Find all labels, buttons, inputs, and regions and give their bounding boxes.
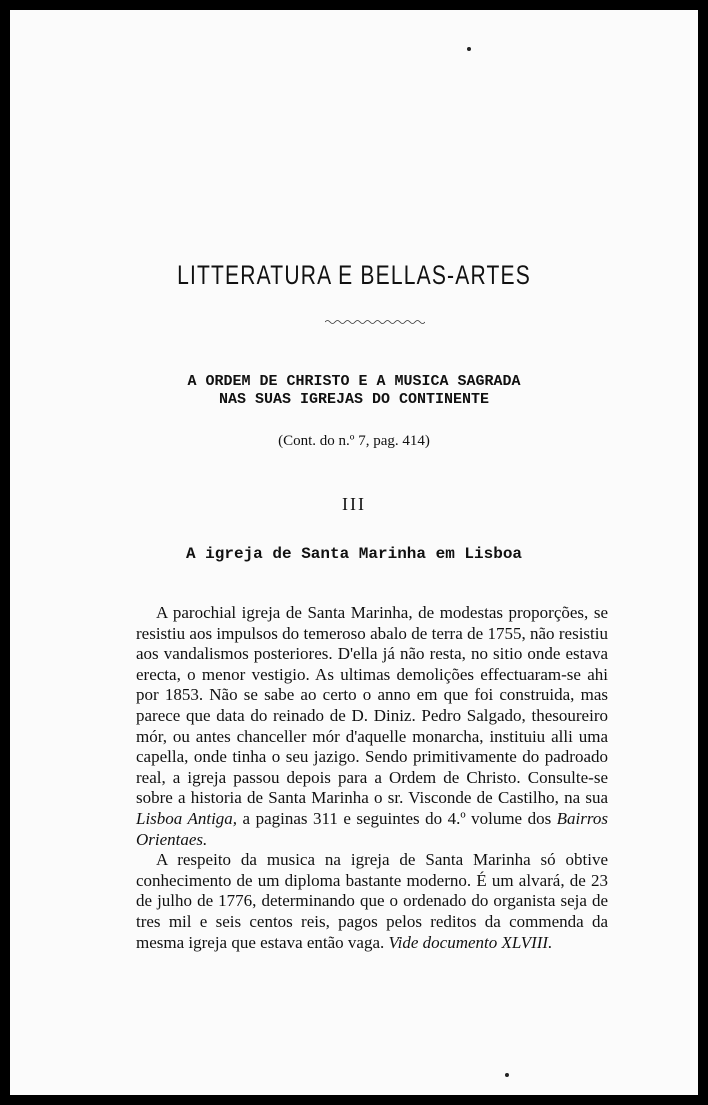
paragraph-2-text: A respeito da musica na igreja de Santa Marinha só obtive conhecimento de um diploma bastante moderno. É um alvará, de 23 de julho de 1776, determinando que o ordenado do organista seja de tres mil e seis centos reis, pagos pelos reditos da commenda da mesma igreja que estava então vaga.: [136, 850, 608, 952]
document-page: [10, 10, 698, 1095]
article-body: [136, 603, 608, 953]
ink-speck: [505, 1073, 509, 1077]
paragraph-1: [136, 603, 608, 850]
paragraph-1-text: A parochial igreja de Santa Marinha, de modestas proporções, se resistiu aos impulsos do temeroso abalo de terra de 1755, não resistiu aos vandalismos posteriores. D'ella já não resta, no sitio onde estava erecta, o menor vestigio. As ultimas demolições effectuaram-se ahi por 1853. Não se sabe ao certo o anno em que foi construida, mas parece que data do reinado de D. Diniz. Pedro Salgado, thesoureiro mór, ou antes chanceller mór d'aquelle monarcha, instituiu alli uma capella, onde tinha o seu jazigo. Sendo primitivamente do padroado real, a igreja passou depois para a Ordem de Christo. Consulte-se sobre a historia de Santa Marinha o sr. Visconde de Castilho, na sua: [136, 603, 608, 808]
ink-speck: [467, 47, 471, 51]
chapter-numeral: III: [342, 494, 366, 514]
paragraph-1-text-cont: a paginas 311 e seguintes do 4.º volume dos: [237, 808, 557, 828]
paragraph-1-italic-volume: Bairros Orientaes.: [136, 808, 608, 849]
continuation-note: (Cont. do n.º 7, pag. 414): [278, 433, 430, 449]
section-title: LITTERATURA E BELLAS-ARTES: [177, 260, 531, 290]
paragraph-1-italic-title: Lisboa Antiga,: [136, 808, 238, 828]
wavy-rule-ornament: [325, 317, 425, 327]
chapter-subtitle: A igreja de Santa Marinha em Lisboa: [185, 545, 523, 563]
paragraph-2: [136, 850, 608, 953]
paragraph-2-reference: Vide documento XLVIII.: [388, 932, 553, 952]
article-title-line1: A ORDEM DE CHRISTO E A MUSICA SAGRADA: [187, 373, 521, 390]
article-title: [10, 373, 698, 409]
article-title-line2: NAS SUAS IGREJAS DO CONTINENTE: [218, 391, 490, 408]
